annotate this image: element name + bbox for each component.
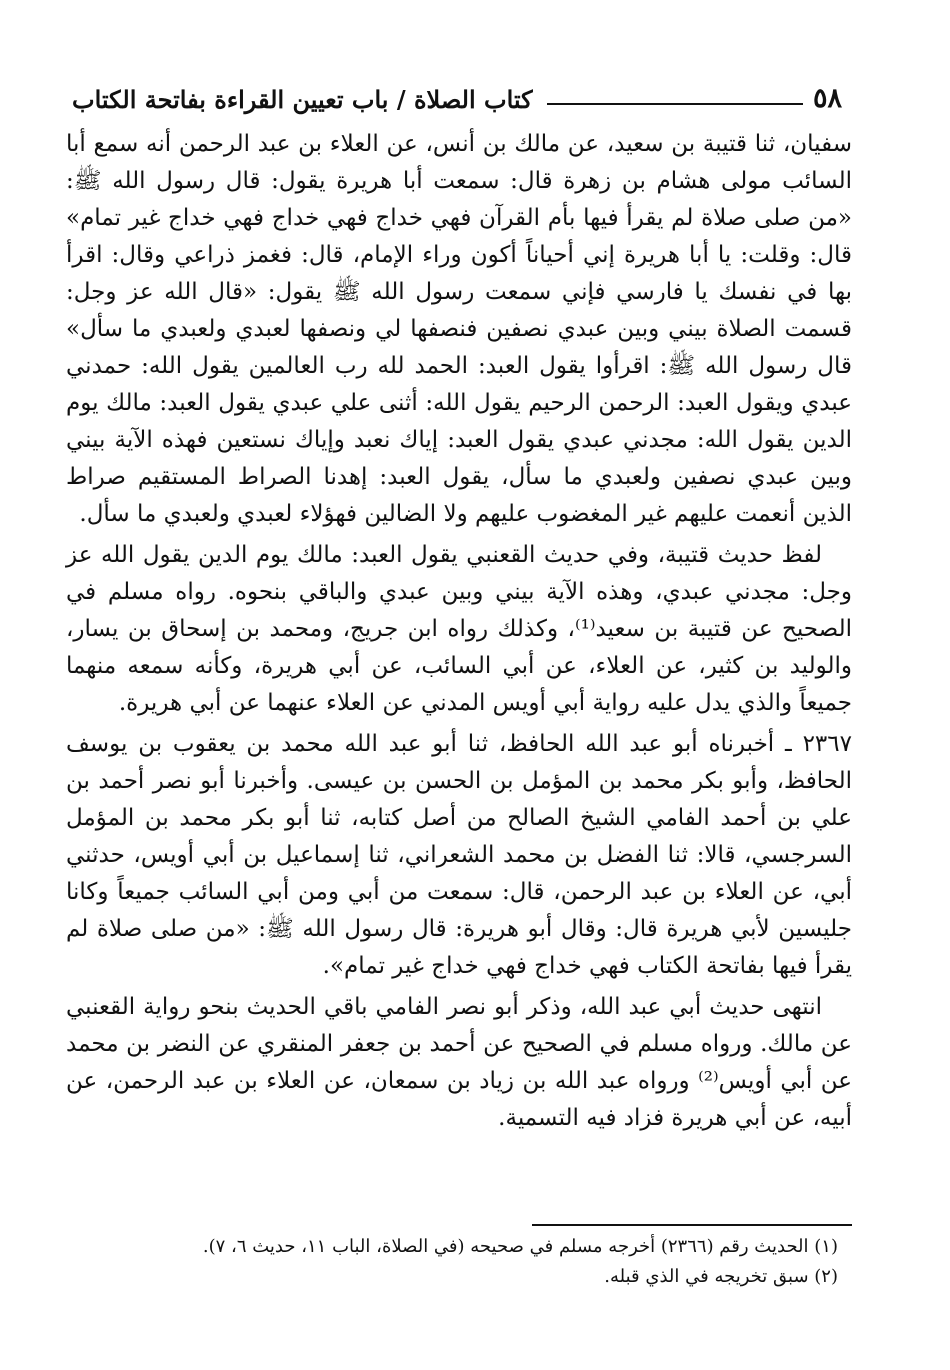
running-header: [72, 70, 842, 112]
header-rule: [547, 103, 803, 105]
paragraph-commentary: لفظ حديث قتيبة، وفي حديث القعنبي يقول العبد: مالك يوم الدين يقول الله عز وجل: مجدني عبدي، وهذه الآية بيني وبين عبدي والباقي بنحوه. رواه مسلم في الصحيح عن قتيبة بن سعيد⁽¹⁾، وكذلك رواه ابن جريج، ومحمد بن إسحاق بن يسار، والوليد بن كثير، عن العلاء، عن أبي السائب، عن أبي هريرة، وكأنه سمعه منهما جميعاً والذي يدل عليه رواية أبي أويس المدني عن العلاء عنهما عن أبي هريرة.: [66, 542, 852, 716]
paragraph-hadith-2367: ٢٣٦٧ ـ أخبرناه أبو عبد الله الحافظ، ثنا أبو عبد الله محمد بن يعقوب بن يوسف الحافظ، وأبو بكر محمد بن المؤمل بن الحسن بن عيسى. وأخبرنا أبو نصر أحمد بن علي بن أحمد الفامي الشيخ الصالح من أصل كتابه، ثنا أبو بكر محمد بن المؤمل السرجسي، قالا: ثنا الفضل بن محمد الشعراني، ثنا إسماعيل بن أبي أويس، حدثني أبي، عن العلاء بن عبد الرحمن، قال: سمعت من أبي ومن أبي السائب جميعاً وكانا جليسين لأبي هريرة قال: وقال أبو هريرة: قال رسول الله ﷺ: «من صلى صلاة لم يقرأ فيها بفاتحة الكتاب فهي خداج فهي خداج غير تمام».: [66, 731, 852, 979]
paragraph-hadith-text: سفيان، ثنا قتيبة بن سعيد، عن مالك بن أنس، عن العلاء بن عبد الرحمن أنه سمع أبا السائب مولى هشام بن زهرة قال: سمعت أبا هريرة يقول: قال رسول الله ﷺ: «من صلى صلاة لم يقرأ فيها بأم القرآن فهي خداج فهي خداج فهي خداج غير تمام» قال: وقلت: يا أبا هريرة إني أحياناً أكون وراء الإمام، قال: فغمز ذراعي وقال: اقرأ بها في نفسك يا فارسي فإني سمعت رسول الله ﷺ يقول: «قال الله عز وجل: قسمت الصلاة بيني وبين عبدي نصفين فنصفها لي ونصفها لعبدي ولعبدي ما سأل» قال رسول الله ﷺ: اقرأوا يقول العبد: الحمد لله رب العالمين يقول الله: حمدني عبدي ويقول العبد: الرحمن الرحيم يقول الله: أثنى علي عبدي يقول العبد: مالك يوم الدين يقول الله: مجدني عبدي يقول العبد: إياك نعبد وإياك نستعين فهذه الآية بيني وبين عبدي نصفين ولعبدي ما سأل، يقول العبد: إهدنا الصراط المستقيم صراط الذين أنعمت عليهم غير المغضوب عليهم ولا الضالين فهؤلاء لعبدي ولعبدي ما سأل.: [66, 131, 852, 527]
chapter-title: كتاب الصلاة / باب تعيين القراءة بفاتحة الكتاب: [72, 85, 533, 114]
paragraph-closing-note: انتهى حديث أبي عبد الله، وذكر أبو نصر الفامي باقي الحديث بنحو رواية القعنبي عن مالك. ورواه مسلم في الصحيح عن أحمد بن جعفر المنقري عن النضر بن محمد عن أبي أويس⁽²⁾ ورواه عبد الله بن زياد بن سمعان، عن العلاء بن عبد الرحمن، عن أبيه، عن أبي هريرة فزاد فيه التسمية.: [66, 994, 852, 1131]
main-text: [66, 126, 852, 1137]
footnotes: [66, 1232, 838, 1292]
footnote-separator: [532, 1224, 852, 1226]
footnote-1: (١) الحديث رقم (٢٣٦٦) أخرجه مسلم في صحيحه (في الصلاة، الباب ١١، حديث ٦، ٧).: [202, 1236, 838, 1257]
page-number: ٥٨: [812, 83, 842, 114]
footnote-2: (٢) سبق تخريجه في الذي قبله.: [604, 1266, 838, 1287]
